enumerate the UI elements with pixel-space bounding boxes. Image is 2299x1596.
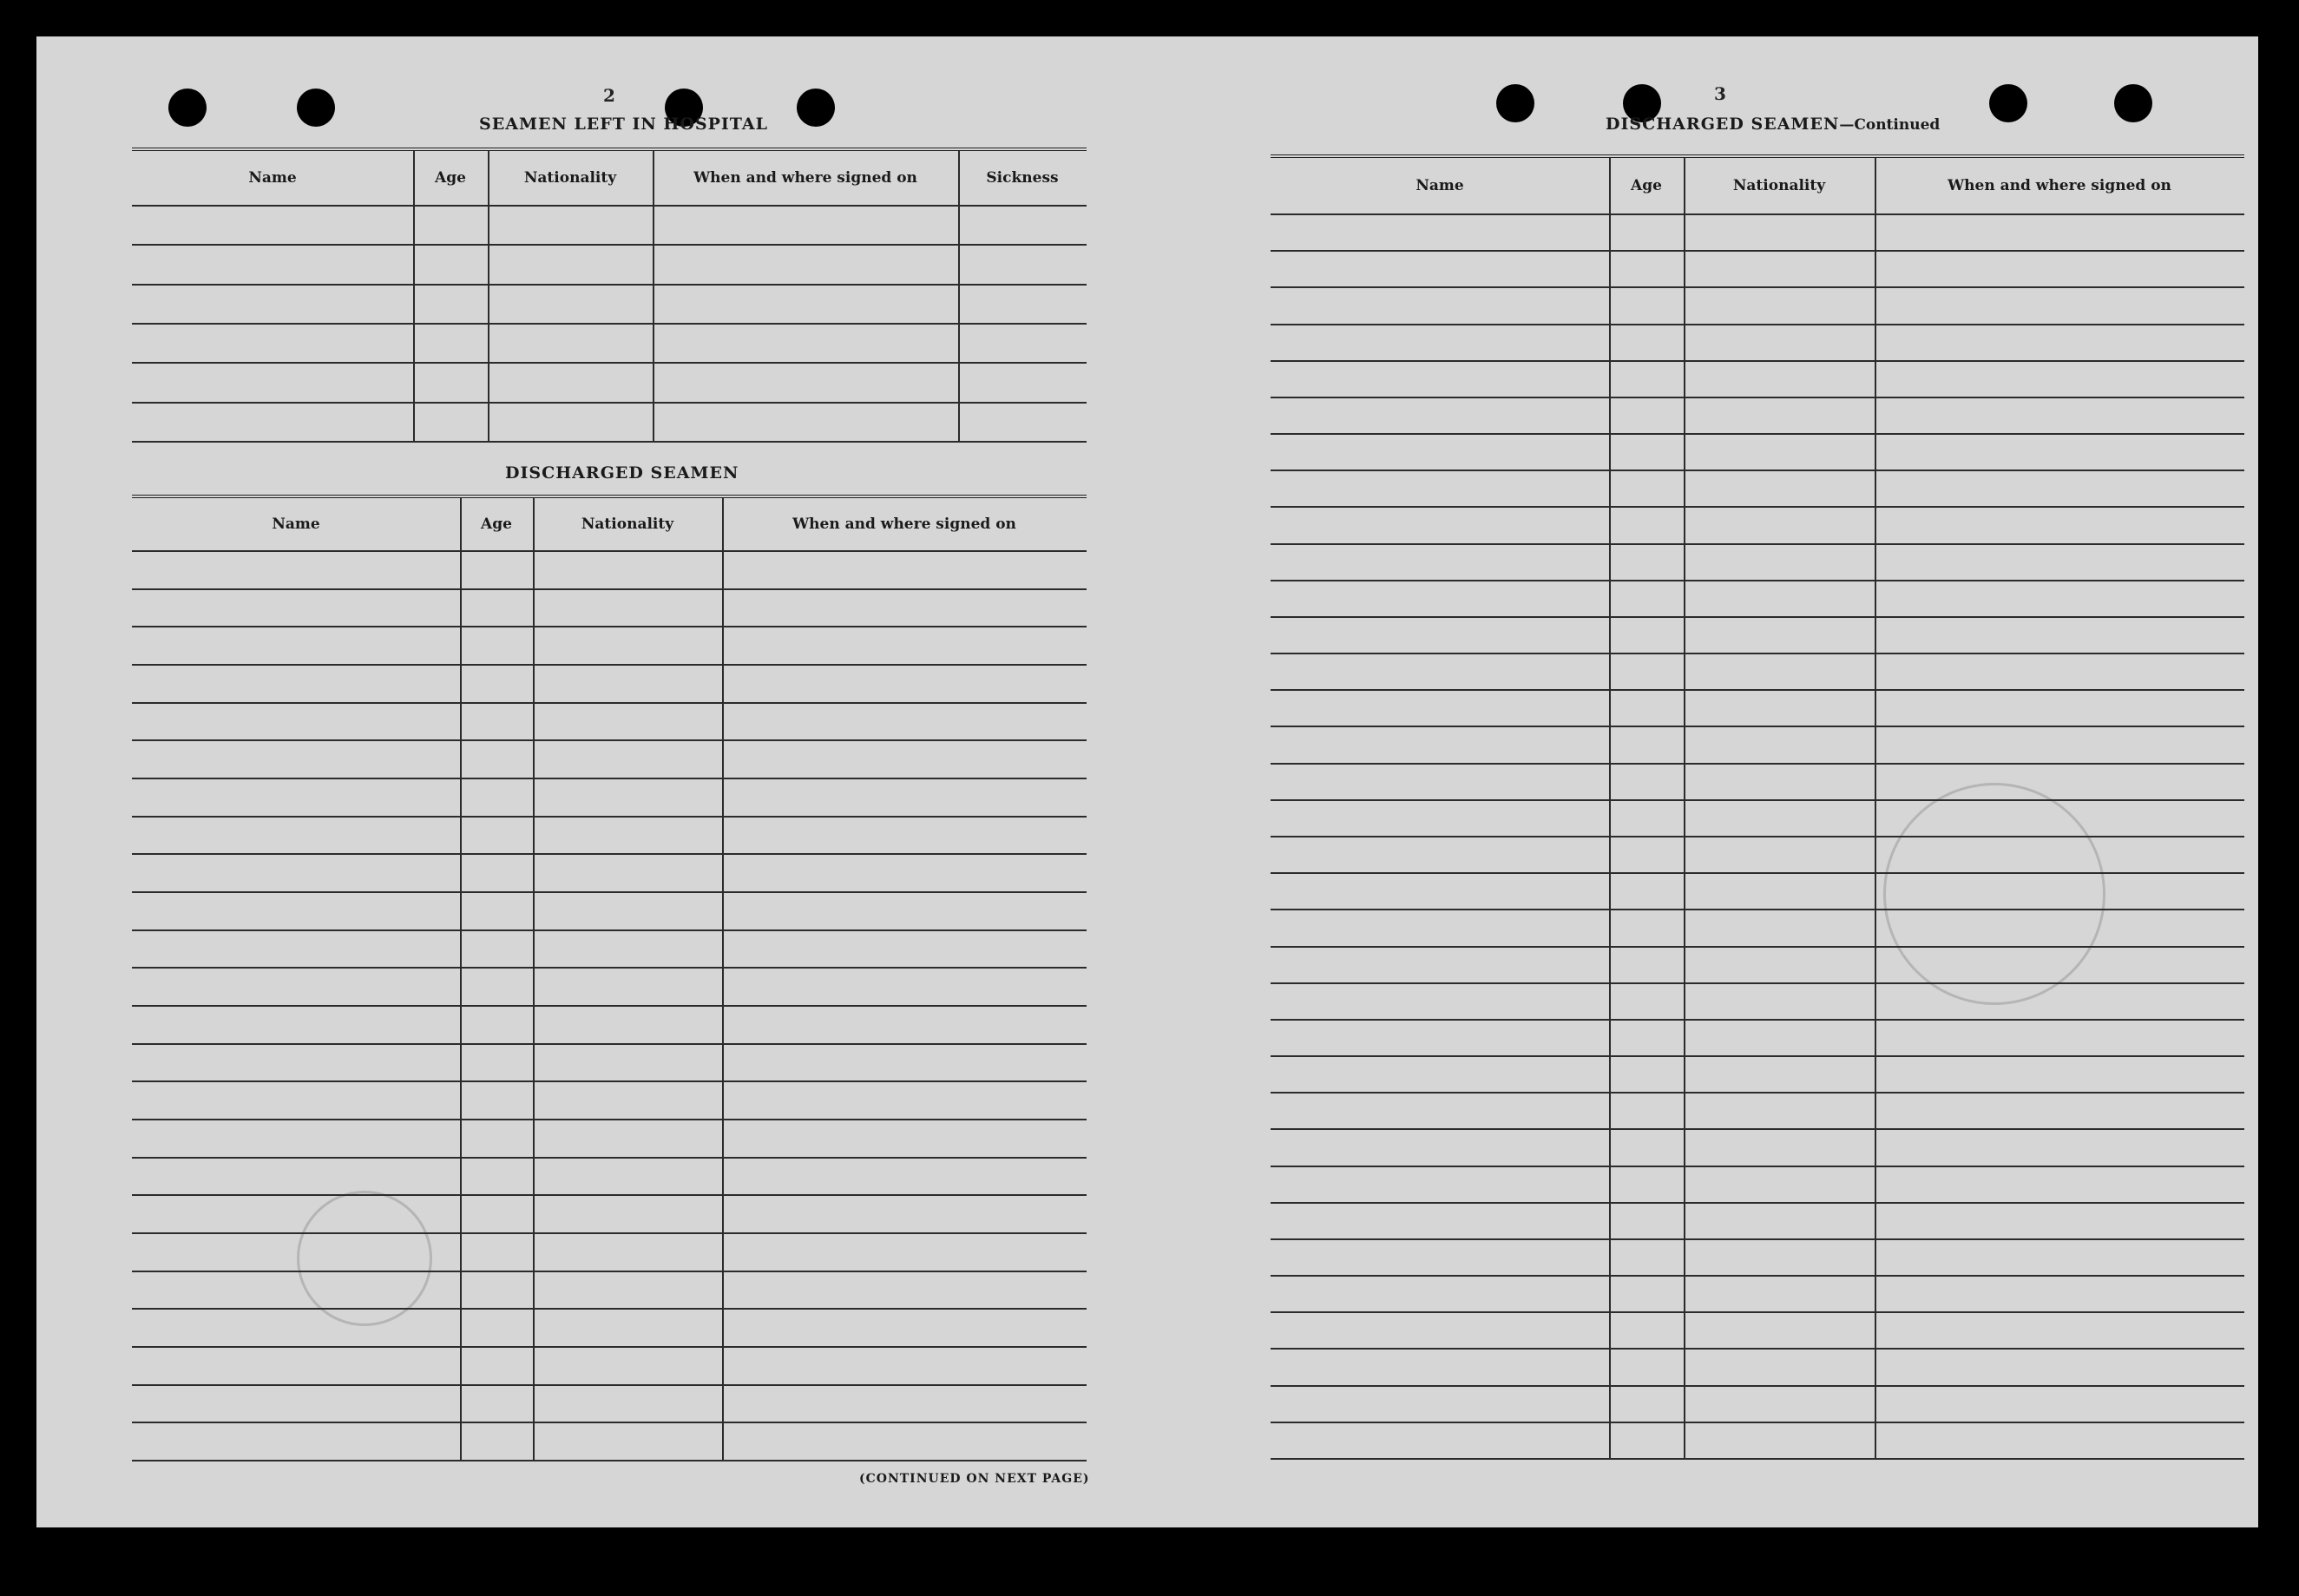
title-main: DISCHARGED SEAMEN <box>1606 115 1840 134</box>
table-row-line <box>132 588 1087 590</box>
column-divider <box>1875 158 1876 1460</box>
table-row-line <box>1271 433 2244 435</box>
table-row-line <box>1271 946 2244 948</box>
table-row-line <box>132 1043 1087 1045</box>
table-row-line <box>1271 1422 2244 1423</box>
left-page <box>36 36 1104 1527</box>
table-row-line <box>1271 1385 2244 1387</box>
table-row-line <box>132 778 1087 779</box>
table-row-line <box>132 702 1087 704</box>
hospital-section-title: SEAMEN LEFT IN HOSPITAL <box>479 115 768 134</box>
table-row-line <box>1271 726 2244 727</box>
column-header-age: Age <box>481 516 512 533</box>
table-row-line <box>1271 1092 2244 1094</box>
right-page <box>1156 36 2258 1527</box>
table-row-line <box>1271 982 2244 984</box>
table-row-line <box>132 1080 1087 1082</box>
table-row-line <box>1271 580 2244 581</box>
page-number: 2 <box>603 85 615 106</box>
table-row-line <box>132 1308 1087 1310</box>
column-divider <box>1684 158 1685 1460</box>
table-row-line <box>132 1157 1087 1159</box>
table-row-line <box>132 1005 1087 1007</box>
table-row-line <box>132 1194 1087 1196</box>
table-row-line <box>1271 250 2244 252</box>
table-row-line <box>1271 689 2244 691</box>
table-header <box>132 498 1087 552</box>
table-row-line <box>132 323 1087 325</box>
column-header-name: Name <box>272 516 320 533</box>
table-row-line <box>1271 1128 2244 1130</box>
table-row-line <box>132 284 1087 286</box>
table-row-line <box>1271 1202 2244 1204</box>
column-header-nationality: Nationality <box>523 169 617 187</box>
discharged-continued-table <box>1271 154 2244 1460</box>
table-row-line <box>132 1232 1087 1234</box>
table-row-line <box>1271 1348 2244 1350</box>
table-header <box>1271 158 2244 215</box>
discharged-table <box>132 495 1087 1461</box>
table-row-line <box>1271 286 2244 288</box>
table-row-line <box>1271 616 2244 618</box>
column-header-signed-on: When and where signed on <box>693 169 917 187</box>
table-row-line <box>132 1384 1087 1386</box>
table-row-line <box>1271 543 2244 545</box>
table-row-line <box>132 929 1087 931</box>
column-header-sickness: Sickness <box>986 169 1059 187</box>
page-number: 3 <box>1714 83 1726 104</box>
table-row-line <box>1271 909 2244 910</box>
table-row-line <box>132 402 1087 404</box>
table-row-line <box>132 891 1087 893</box>
table-row-line <box>132 1271 1087 1272</box>
table-row-line <box>132 664 1087 666</box>
table-row-line <box>132 244 1087 246</box>
table-row-line <box>1271 1019 2244 1021</box>
column-header-signed-on: When and where signed on <box>1948 177 2171 194</box>
column-header-age: Age <box>435 169 466 187</box>
table-row-line <box>1271 506 2244 508</box>
table-row-line <box>1271 763 2244 765</box>
continued-note: (CONTINUED ON NEXT PAGE) <box>859 1472 1090 1486</box>
table-row-line <box>132 362 1087 364</box>
column-divider <box>653 151 654 443</box>
table-row-line <box>132 1346 1087 1348</box>
column-divider <box>488 151 489 443</box>
table-row-line <box>1271 1238 2244 1240</box>
table-row-line <box>1271 1275 2244 1277</box>
table-row-line <box>1271 1055 2244 1057</box>
table-row-line <box>1271 872 2244 874</box>
table-row-line <box>1271 470 2244 471</box>
table-header <box>132 151 1087 207</box>
table-row-line <box>132 853 1087 855</box>
table-row-line <box>1271 1458 2244 1460</box>
table-row-line <box>132 739 1087 741</box>
title-suffix: —Continued <box>1839 116 1941 134</box>
column-header-name: Name <box>248 169 297 187</box>
hospital-table <box>132 148 1087 443</box>
table-row-line <box>132 967 1087 969</box>
discharged-continued-title <box>1606 115 1940 134</box>
table-row-line <box>132 1422 1087 1423</box>
table-row-line <box>1271 799 2244 801</box>
column-header-age: Age <box>1631 177 1662 194</box>
table-row-line <box>132 1460 1087 1461</box>
document-sheet <box>36 36 2258 1527</box>
table-row-line <box>1271 653 2244 654</box>
table-row-line <box>1271 360 2244 362</box>
table-row-line <box>1271 397 2244 398</box>
table-row-line <box>132 1119 1087 1120</box>
table-row-line <box>132 626 1087 627</box>
table-row-line <box>1271 1166 2244 1167</box>
column-divider <box>1609 158 1611 1460</box>
column-divider <box>533 498 535 1461</box>
column-divider <box>460 498 462 1461</box>
column-header-nationality: Nationality <box>581 516 674 533</box>
column-header-name: Name <box>1416 177 1464 194</box>
column-header-nationality: Nationality <box>1732 177 1826 194</box>
column-divider <box>722 498 724 1461</box>
table-row-line <box>1271 324 2244 325</box>
column-divider <box>958 151 960 443</box>
discharged-section-title: DISCHARGED SEAMEN <box>505 463 739 483</box>
table-row-line <box>132 816 1087 818</box>
table-row-line <box>1271 836 2244 837</box>
column-divider <box>413 151 415 443</box>
column-header-signed-on: When and where signed on <box>792 516 1016 533</box>
table-row-line <box>132 441 1087 443</box>
table-row-line <box>1271 1311 2244 1313</box>
